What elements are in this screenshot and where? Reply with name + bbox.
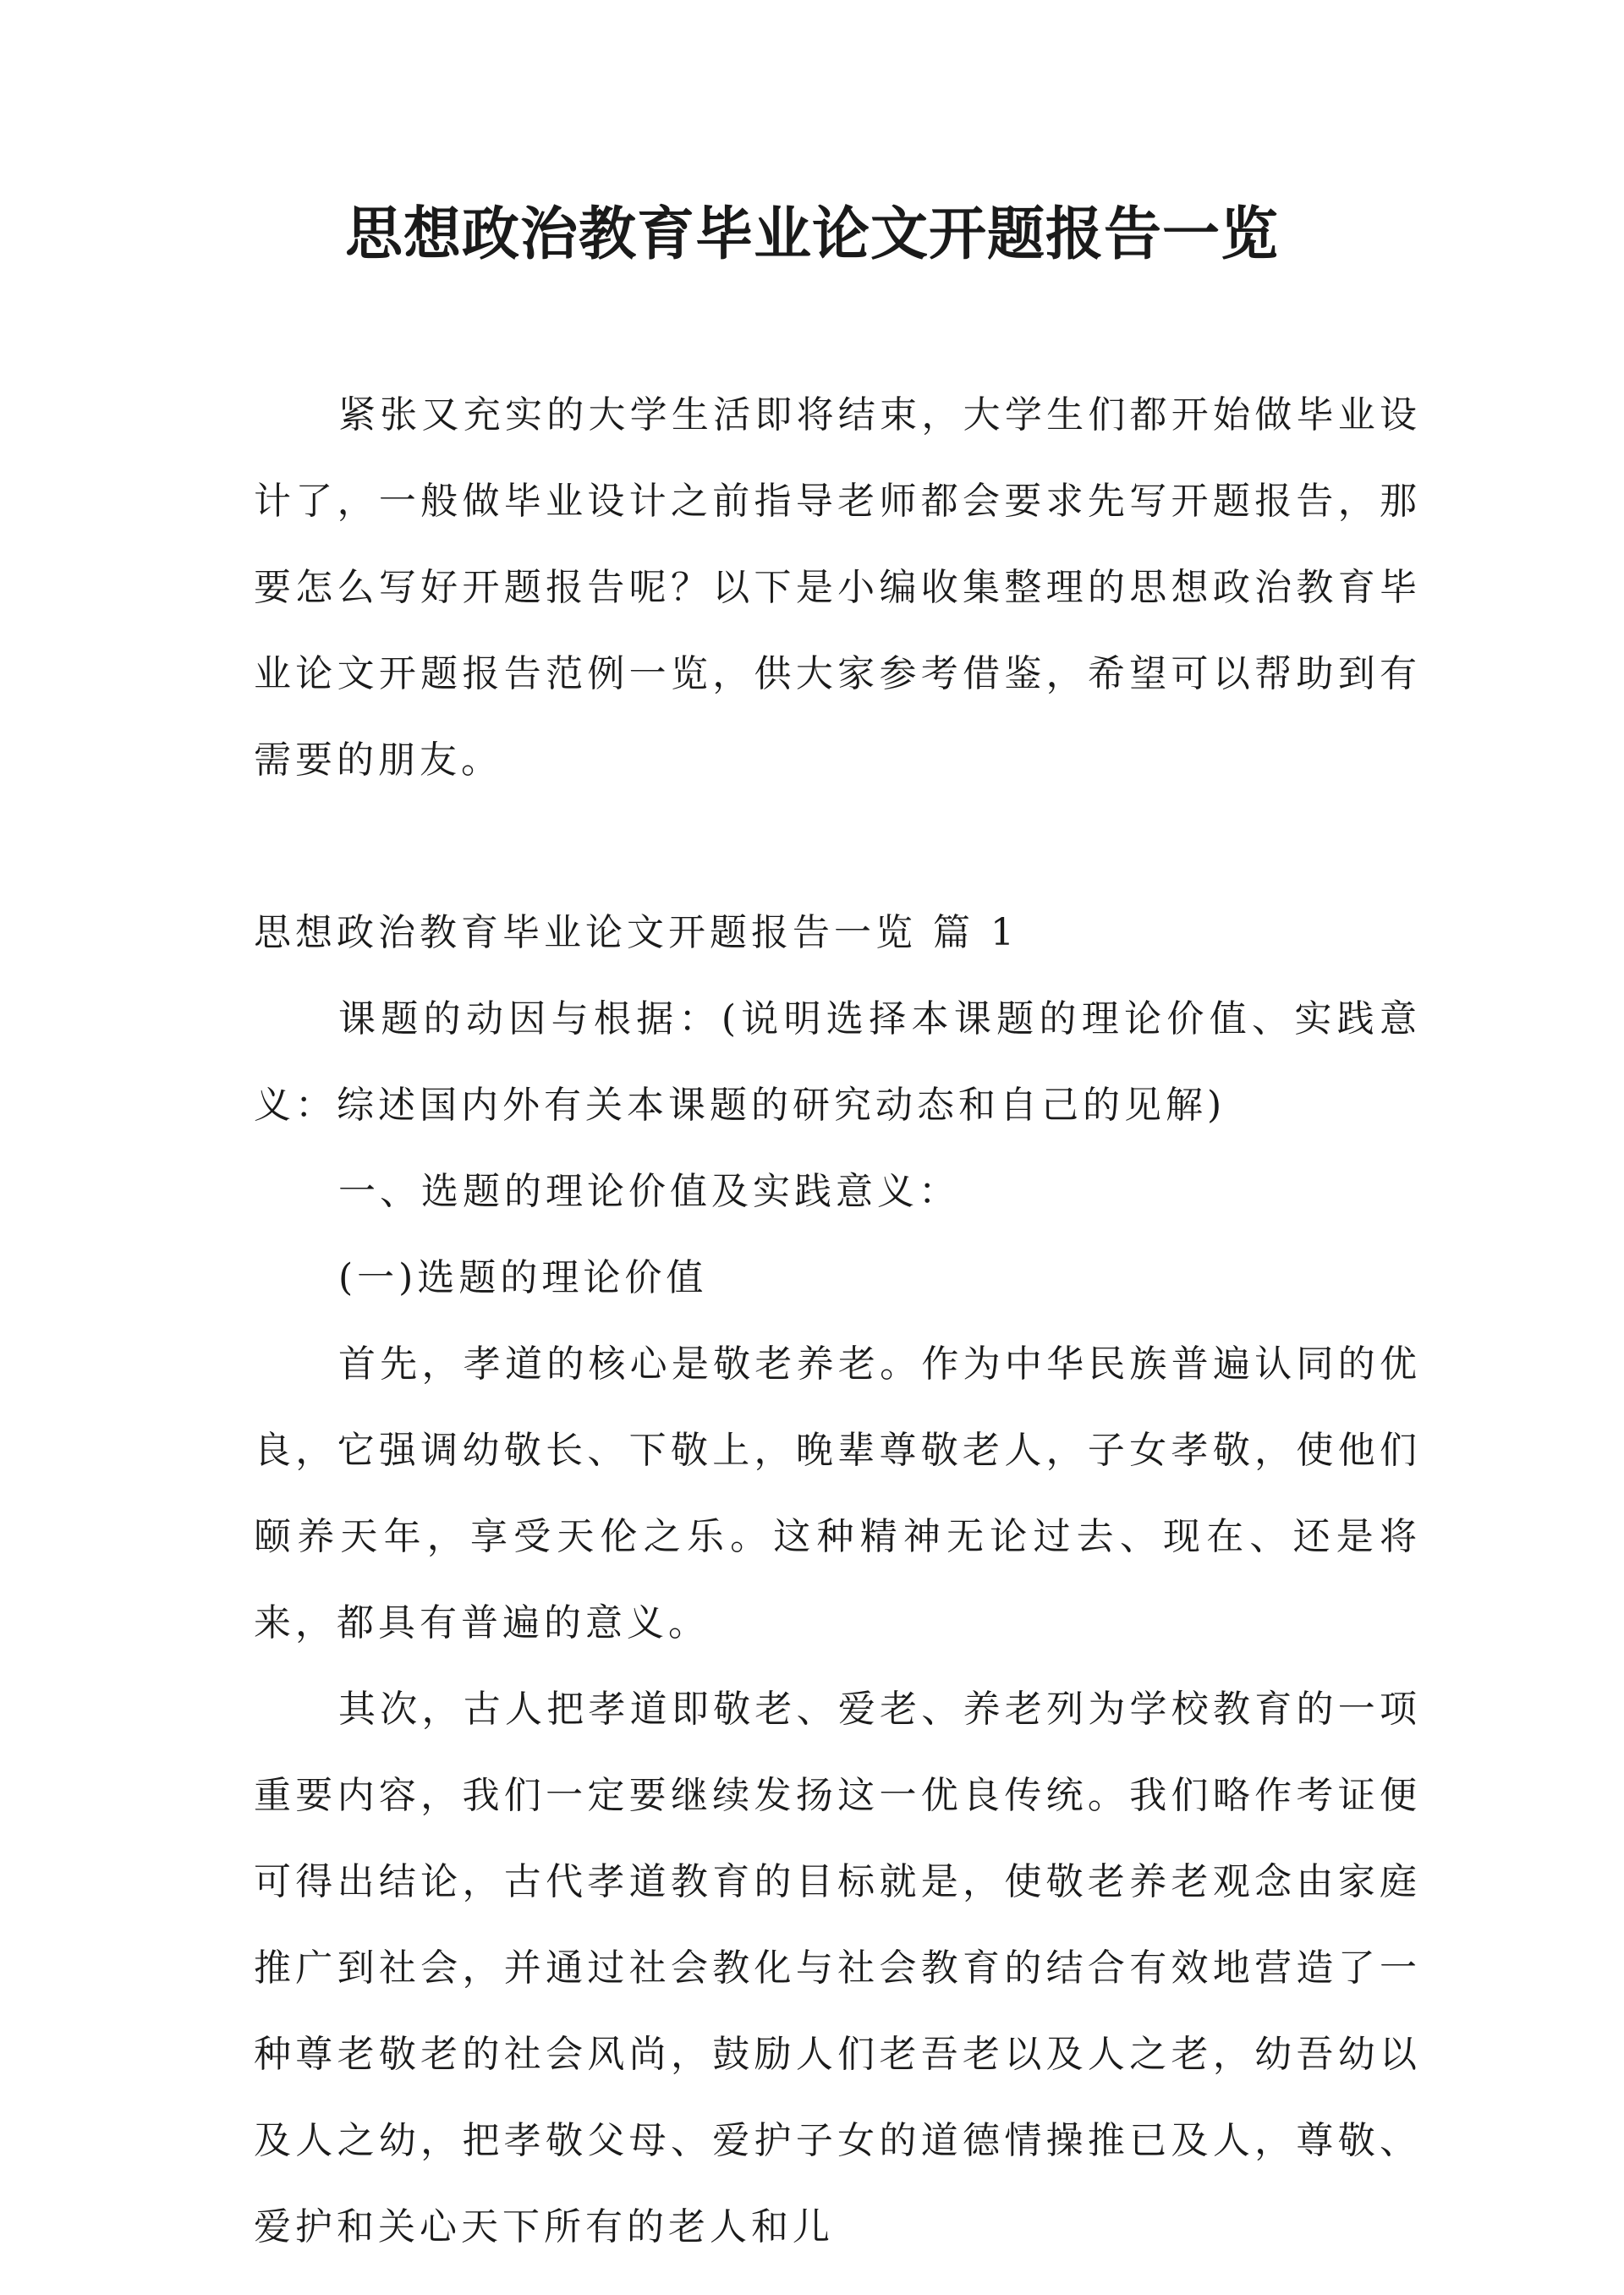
body-paragraph-1: 课题的动因与根据：(说明选择本课题的理论价值、实践意义：综述国内外有关本课题的研究动态和自己的见解) <box>254 997 1421 1127</box>
body-paragraph-4: 首先，孝道的核心是敬老养老。作为中华民族普遍认同的优良，它强调幼敬长、下敬上，晚辈尊敬老人，子女孝敬，使他们颐养天年，享受天伦之乐。这种精神无论过去、现在、还是将来，都具有普遍的意义。 <box>254 1342 1421 1644</box>
paragraph-gap <box>254 804 1421 890</box>
body-paragraph-2: 一、选题的理论价值及实践意义： <box>338 1170 960 1213</box>
section-heading: 思想政治教育毕业论文开题报告一览 篇 1 <box>254 911 1018 954</box>
intro-paragraph: 紧张又充实的大学生活即将结束，大学生们都开始做毕业设计了，一般做毕业设计之前指导老师都会要求先写开题报告，那要怎么写好开题报告呢？以下是小编收集整理的思想政治教育毕业论文开题报告范例一览，供大家参考借鉴，希望可以帮助到有需要的朋友。 <box>254 393 1421 782</box>
document-body <box>254 372 1421 2270</box>
document-title: 思想政治教育毕业论文开题报告一览 <box>344 201 1279 268</box>
body-paragraph-3: (一)选题的理论价值 <box>338 1256 708 1299</box>
body-paragraph-5: 其次，古人把孝道即敬老、爱老、养老列为学校教育的一项重要内容，我们一定要继续发扬这一优良传统。我们略作考证便可得出结论，古代孝道教育的目标就是，使敬老养老观念由家庭推广到社会，并通过社会教化与社会教育的结合有效地营造了一种尊老敬老的社会风尚，鼓励人们老吾老以及人之老，幼吾幼以及人之幼，把孝敬父母、爱护子女的道德情操推已及人，尊敬、爱护和关心天下所有的老人和儿 <box>254 1688 1421 2248</box>
